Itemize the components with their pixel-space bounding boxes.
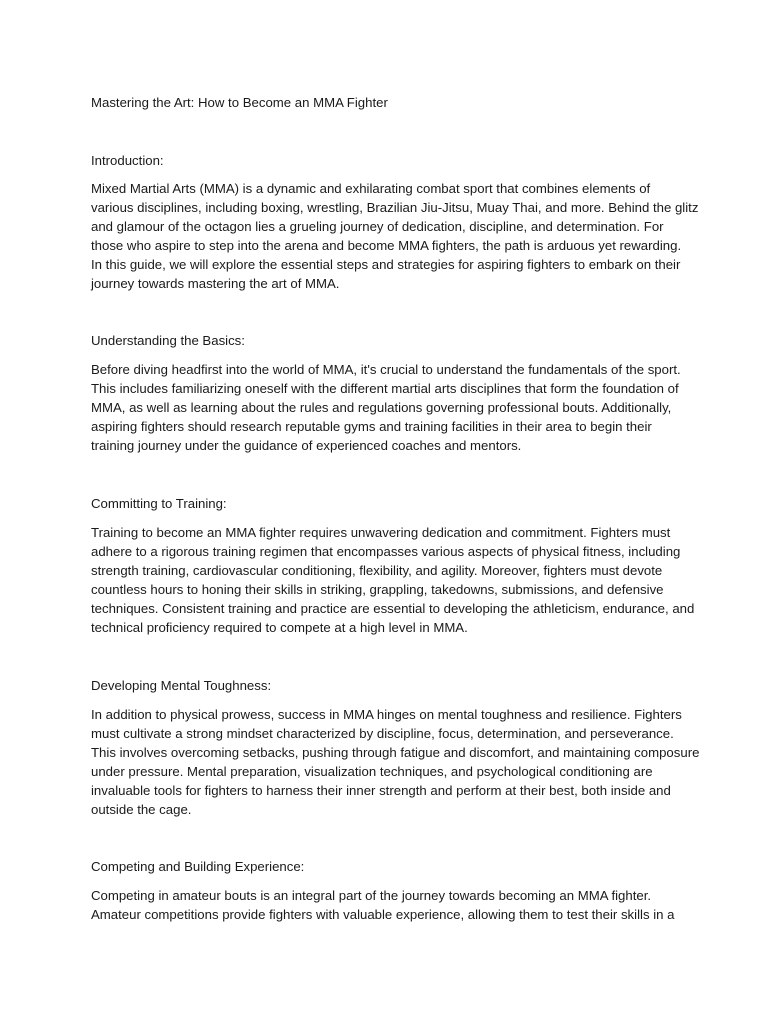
paragraph-line: countless hours to honing their skills in striking, grappling, takedowns, submissions, and defensive [91, 582, 664, 597]
paragraph-line: under pressure. Mental preparation, visualization techniques, and psychological conditioning are [91, 764, 653, 779]
section-heading-introduction: Introduction: [91, 153, 164, 168]
paragraph-line: those who aspire to step into the arena and become MMA fighters, the path is arduous yet rewarding. [91, 238, 682, 253]
paragraph-line: techniques. Consistent training and practice are essential to developing the athleticism, endurance, and [91, 601, 695, 616]
paragraph-line: strength training, cardiovascular conditioning, flexibility, and agility. Moreover, fighters must devote [91, 563, 663, 578]
paragraph-line: Amateur competitions provide fighters with valuable experience, allowing them to test their skills in a [91, 907, 675, 922]
section-heading-committing-training: Committing to Training: [91, 496, 227, 511]
paragraph-line: In addition to physical prowess, success in MMA hinges on mental toughness and resilience. Fighters [91, 707, 682, 722]
paragraph-line: outside the cage. [91, 802, 192, 817]
paragraph-line: adhere to a rigorous training regimen that encompasses various aspects of physical fitness, including [91, 544, 681, 559]
section-paragraph-introduction [91, 179, 699, 293]
section-paragraph-understanding-basics [91, 360, 691, 455]
paragraph-line: must cultivate a strong mindset characterized by discipline, focus, determination, and perseverance. [91, 726, 674, 741]
paragraph-line: This includes familiarizing oneself with the different martial arts disciplines that form the foundation of [91, 381, 679, 396]
paragraph-line: and glamour of the octagon lies a grueling journey of dedication, discipline, and determination. For [91, 219, 664, 234]
section-paragraph-committing-training [91, 523, 695, 637]
paragraph-line: Competing in amateur bouts is an integral part of the journey towards becoming an MMA fighter. [91, 888, 652, 903]
paragraph-line: training journey under the guidance of experienced coaches and mentors. [91, 438, 522, 453]
paragraph-line: Mixed Martial Arts (MMA) is a dynamic and exhilarating combat sport that combines elements of [91, 181, 651, 196]
paragraph-line: aspiring fighters should research reputable gyms and training facilities in their area to begin their [91, 419, 652, 434]
section-heading-understanding-basics: Understanding the Basics: [91, 333, 245, 348]
paragraph-line: journey towards mastering the art of MMA. [91, 276, 340, 291]
section-heading-mental-toughness: Developing Mental Toughness: [91, 678, 272, 693]
section-heading-competing-experience: Competing and Building Experience: [91, 859, 305, 874]
section-paragraph-mental-toughness [91, 705, 700, 819]
paragraph-line: Before diving headfirst into the world of MMA, it's crucial to understand the fundamentals of the sport. [91, 362, 681, 377]
paragraph-line: Training to become an MMA fighter requires unwavering dedication and commitment. Fighters must [91, 525, 671, 540]
document-title: Mastering the Art: How to Become an MMA Fighter [91, 95, 388, 110]
paragraph-line: In this guide, we will explore the essential steps and strategies for aspiring fighters to embark on their [91, 257, 681, 272]
paragraph-line: invaluable tools for fighters to harness their inner strength and perform at their best, both inside and [91, 783, 671, 798]
paragraph-line: various disciplines, including boxing, wrestling, Brazilian Jiu-Jitsu, Muay Thai, and more. Behind the glitz [91, 200, 699, 215]
paragraph-line: technical proficiency required to compete at a high level in MMA. [91, 620, 468, 635]
paragraph-line: MMA, as well as learning about the rules and regulations governing professional bouts. Additionally, [91, 400, 672, 415]
paragraph-line: This involves overcoming setbacks, pushing through fatigue and discomfort, and maintaining composure [91, 745, 700, 760]
section-paragraph-competing-experience [91, 886, 691, 924]
